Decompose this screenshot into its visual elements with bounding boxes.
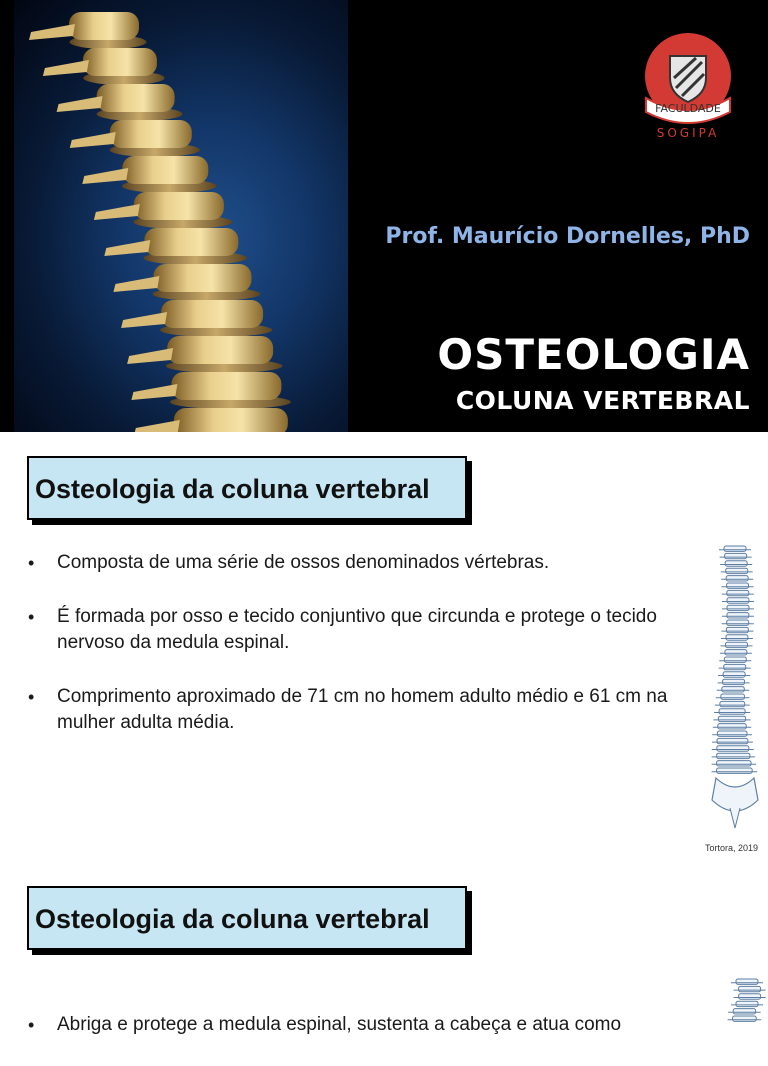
slide-heading: Osteologia da coluna vertebral xyxy=(35,474,430,504)
cover-slide xyxy=(0,0,768,432)
slide-heading-box xyxy=(27,456,467,520)
bullet-list xyxy=(28,1012,708,1066)
bullet-list xyxy=(28,550,708,764)
content-slide-2 xyxy=(0,864,768,1035)
vertebral-column-illustration xyxy=(706,546,764,828)
logo-subtext: SOGIPA xyxy=(656,126,720,140)
bullet-item: • Composta de uma série de ossos denominados vértebras. xyxy=(28,550,708,576)
cover-title: OSTEOLOGIA xyxy=(437,330,750,379)
content-slide-1 xyxy=(0,432,768,864)
spine-illustration xyxy=(14,0,348,432)
cover-subtitle: COLUNA VERTEBRAL xyxy=(455,386,750,415)
slide-heading: Osteologia da coluna vertebral xyxy=(35,904,430,934)
image-credit: Tortora, 2019 xyxy=(704,843,758,853)
vertebral-column-illustration xyxy=(718,979,758,1024)
bullet-item: • Comprimento aproximado de 71 cm no homem adulto médio e 61 cm na mulher adulta média. xyxy=(28,684,708,736)
spine-photo xyxy=(14,0,348,432)
author-name: Prof. Maurício Dornelles, PhD xyxy=(385,224,750,249)
slide-heading-box xyxy=(27,886,467,950)
bullet-item: • É formada por osso e tecido conjuntivo que circunda e protege o tecido nervoso da medula espinal. xyxy=(28,604,708,656)
bullet-item: • Abriga e protege a medula espinal, sustenta a cabeça e atua como xyxy=(28,1012,708,1038)
logo-text: FACULDADE xyxy=(655,102,721,115)
